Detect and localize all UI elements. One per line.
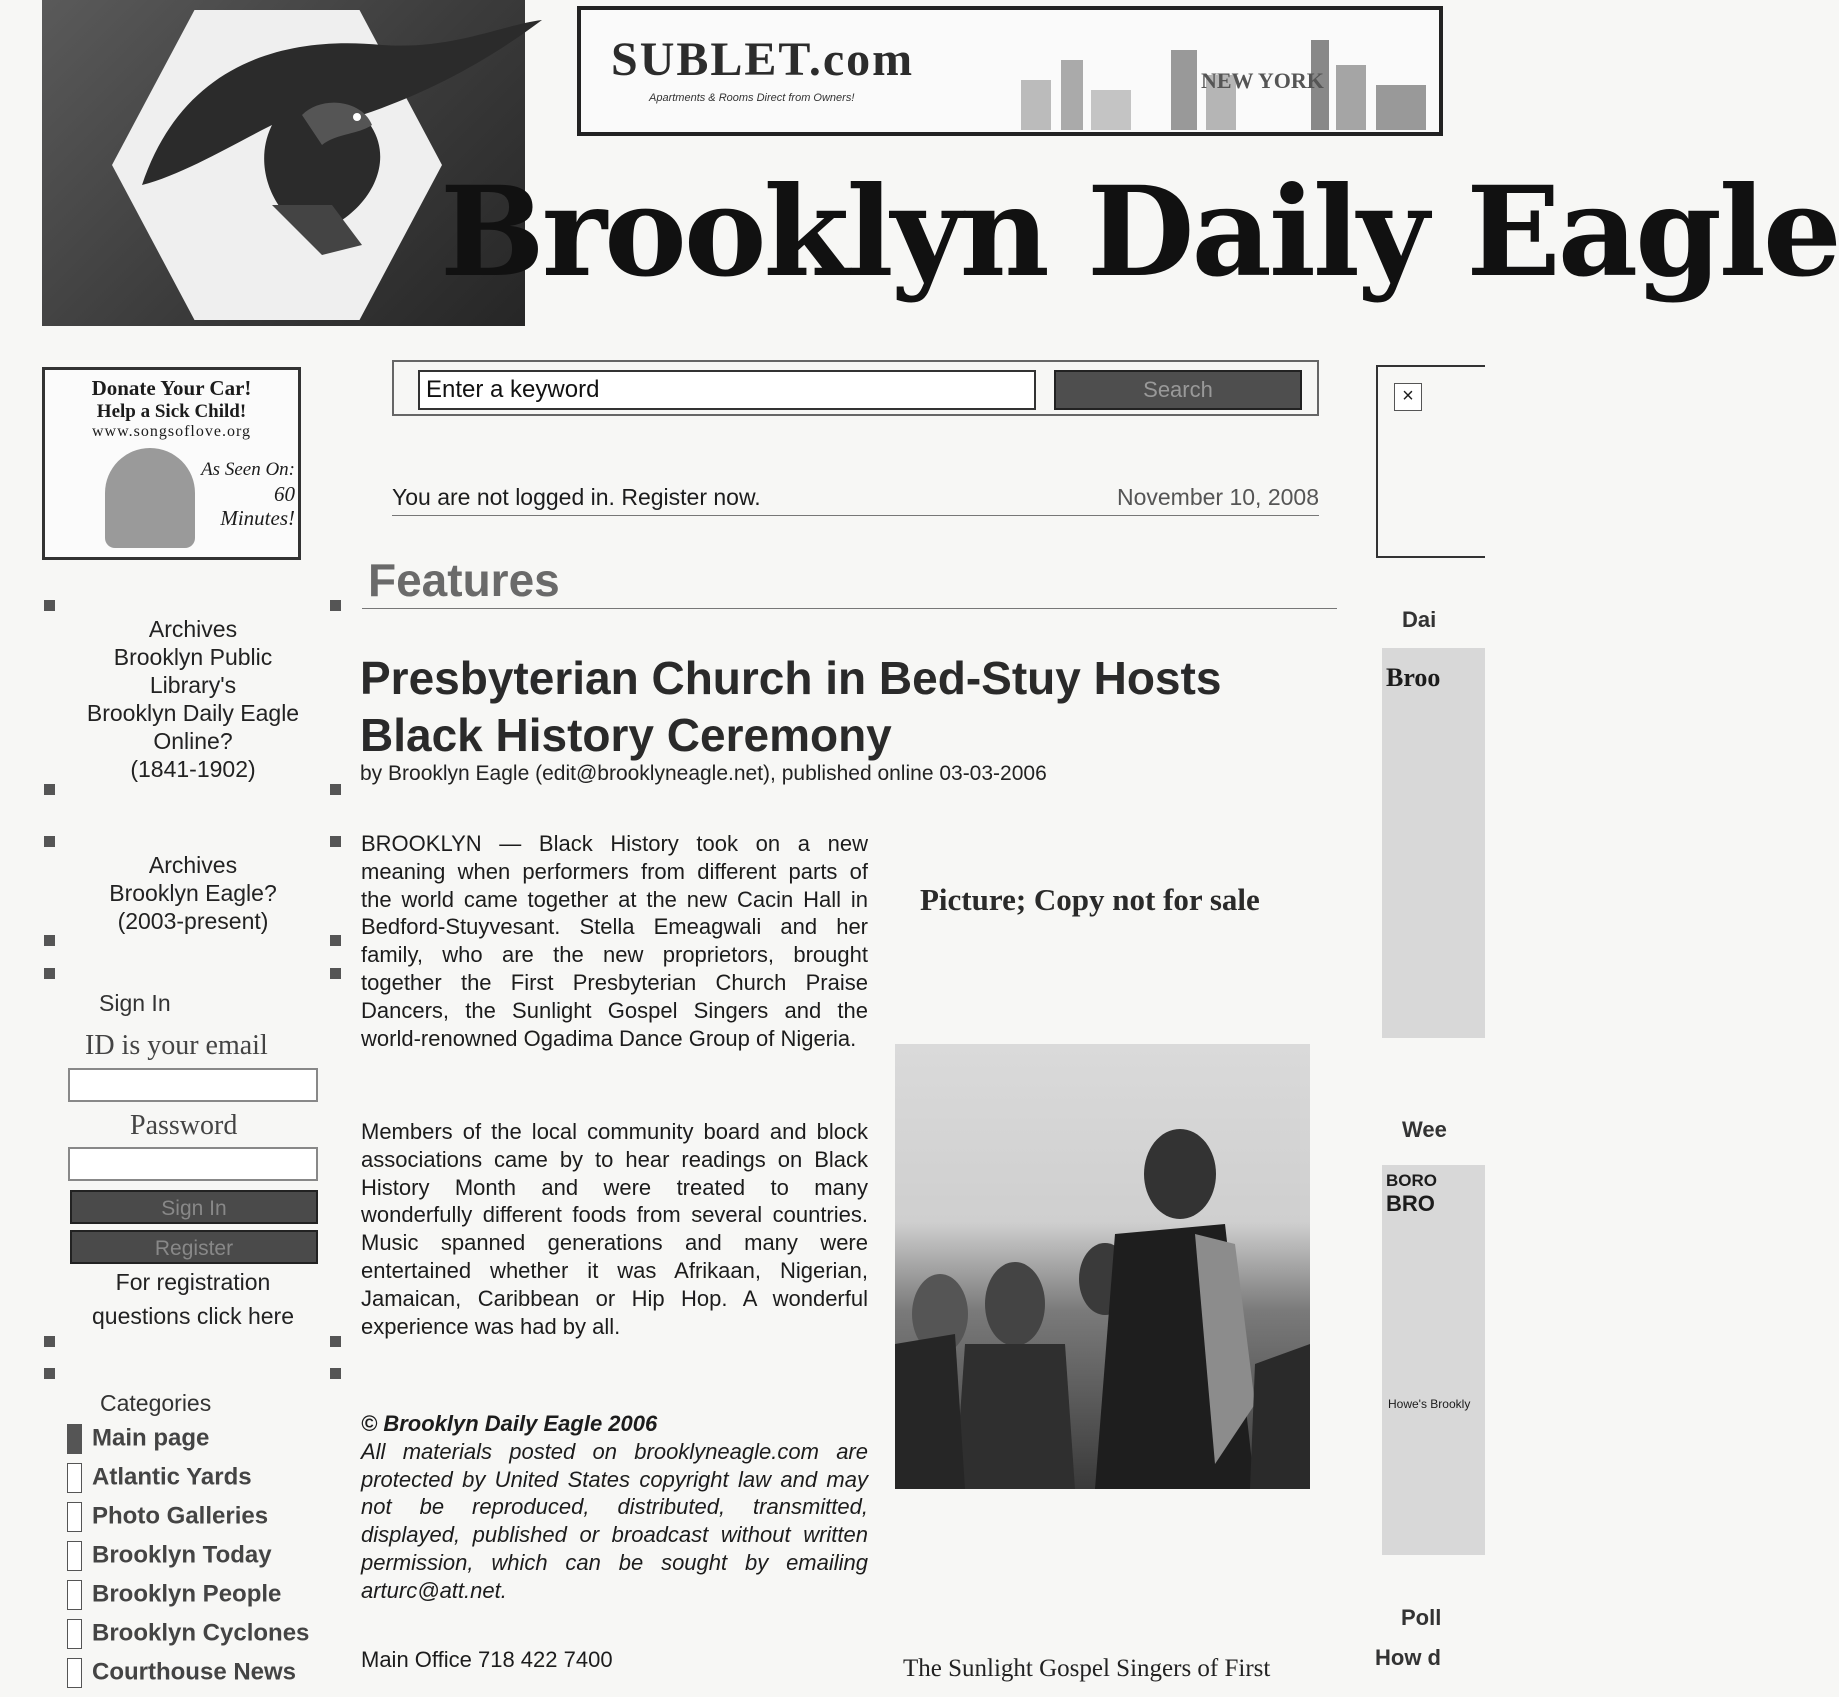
article-paragraph-2: Members of the local community board and block associations came by to hear readings on Black History Month and were treated to many wonderfully different foods from several countries. Music spanned generations and many were entertained whether it was Afrikaan, Nigerian, Jamaican, Caribbean or Hip Hop. A wonderful experience was had by all. xyxy=(361,1119,868,1339)
category-main-page[interactable]: Main page xyxy=(67,1424,309,1463)
poll-question: How d xyxy=(1375,1645,1441,1670)
donate-url: www.songsoflove.org xyxy=(92,423,251,440)
checkbox-icon xyxy=(67,1619,82,1649)
bullet-icon xyxy=(330,600,341,611)
checkbox-icon xyxy=(67,1580,82,1610)
search-button[interactable]: Search xyxy=(1054,370,1302,410)
donate-seen-on: As Seen On: 60 Minutes! xyxy=(201,459,295,530)
bullet-icon xyxy=(44,784,55,795)
sublet-tagline: Apartments & Rooms Direct from Owners! xyxy=(649,92,855,104)
right-ad-box[interactable] xyxy=(1376,365,1485,558)
register-button[interactable]: Register xyxy=(70,1230,318,1264)
sublet-logo: SUBLET.com xyxy=(611,33,915,86)
checkbox-icon xyxy=(67,1463,82,1493)
bullet-icon xyxy=(330,784,341,795)
article-byline: by Brooklyn Eagle (edit@brooklyneagle.net), published online 03-03-2006 xyxy=(360,762,1047,785)
donate-line1: Donate Your Car! xyxy=(91,376,252,400)
password-field[interactable] xyxy=(68,1147,318,1181)
right-label-weekly: Wee xyxy=(1402,1117,1447,1142)
categories-heading: Categories xyxy=(100,1390,212,1416)
current-date: November 10, 2008 xyxy=(1116,484,1319,510)
category-brooklyn-today[interactable]: Brooklyn Today xyxy=(67,1541,309,1580)
email-field[interactable] xyxy=(68,1068,318,1102)
right-label-daily: Dai xyxy=(1402,607,1437,632)
bullet-icon xyxy=(44,600,55,611)
section-title: Features xyxy=(368,554,560,606)
picture-notice: Picture; Copy not for sale xyxy=(920,882,1260,917)
categories-list xyxy=(67,1424,309,1697)
sign-in-heading: Sign In xyxy=(99,990,171,1016)
search-input[interactable] xyxy=(418,370,1036,410)
sublet-city-label: NEW YORK xyxy=(1201,68,1324,93)
bullet-icon xyxy=(44,836,55,847)
login-register-link[interactable]: You are not logged in. Register now. xyxy=(392,484,761,510)
bullet-icon xyxy=(330,935,341,946)
category-brooklyn-people[interactable]: Brooklyn People xyxy=(67,1580,309,1619)
bullet-icon xyxy=(330,968,341,979)
right-label-poll: Poll xyxy=(1401,1605,1442,1630)
bullet-icon xyxy=(330,1336,341,1347)
bullet-icon xyxy=(44,1368,55,1379)
bullet-icon xyxy=(44,935,55,946)
archives-brooklyn-public-library-link[interactable]: Archives Brooklyn Public Library's Brooklyn Daily Eagle Online? (1841-1902) xyxy=(86,616,300,782)
sublet-ad-banner[interactable] xyxy=(577,6,1443,136)
section-divider xyxy=(362,608,1337,609)
weekly-edition-thumbnail[interactable]: BORO BRO Howe's Brookly xyxy=(1382,1165,1485,1555)
bullet-icon xyxy=(44,1336,55,1347)
article-photo[interactable] xyxy=(895,1044,1310,1489)
child-photo xyxy=(105,448,195,548)
masthead-title[interactable]: Brooklyn Daily Eagle xyxy=(440,160,1839,305)
id-label: ID is your email xyxy=(85,1030,268,1061)
singers-photo-image xyxy=(895,1044,1310,1489)
category-brooklyn-cyclones[interactable]: Brooklyn Cyclones xyxy=(67,1619,309,1658)
photo-caption: The Sunlight Gospel Singers of First xyxy=(903,1655,1271,1682)
category-atlantic-yards[interactable]: Atlantic Yards xyxy=(67,1463,309,1502)
registration-help-link[interactable]: For registration questions click here xyxy=(92,1269,294,1329)
category-photo-galleries[interactable]: Photo Galleries xyxy=(67,1502,309,1541)
close-icon[interactable]: × xyxy=(1394,383,1422,411)
archives-brooklyn-eagle-link[interactable]: Archives Brooklyn Eagle? (2003-present) xyxy=(109,852,277,934)
main-office-phone: Main Office 718 422 7400 xyxy=(361,1647,613,1672)
sign-in-button[interactable]: Sign In xyxy=(70,1190,318,1224)
donate-line2: Help a Sick Child! xyxy=(96,401,247,422)
password-label: Password xyxy=(130,1110,238,1141)
checkbox-icon xyxy=(67,1502,82,1532)
bullet-icon xyxy=(330,836,341,847)
checkbox-icon xyxy=(67,1541,82,1571)
copyright-notice: © Brooklyn Daily Eagle 2006 All materials posted on brooklyneagle.com are protected by United States copyright law and may not be reproduced, distributed, transmitted, displayed, published or broadcast without written permission, which can be sought by emailing arturc@att.net. xyxy=(361,1411,868,1603)
article-headline: Presbyterian Church in Bed-Stuy Hosts Black History Ceremony xyxy=(360,652,1222,761)
bullet-icon xyxy=(330,1368,341,1379)
arrow-icon xyxy=(67,1424,82,1454)
login-status-bar xyxy=(392,482,1319,516)
daily-edition-thumbnail[interactable]: Broo xyxy=(1382,648,1485,1038)
search-bar xyxy=(392,360,1319,416)
article-paragraph-1: BROOKLYN — Black History took on a new meaning when performers from different parts of the world came together at the new Cacin Hall in Bedford-Stuyvesant. Stella Emeagwali and her family, who are the new proprietors, brought together the First Presbyterian Church Praise Dancers, the Sunlight Gospel Singers and the world-renowned Ogadima Dance Group of Nigeria. xyxy=(361,831,868,1051)
bullet-icon xyxy=(44,968,55,979)
category-courthouse-news[interactable]: Courthouse News xyxy=(67,1658,309,1697)
donate-car-ad[interactable] xyxy=(42,367,301,560)
checkbox-icon xyxy=(67,1658,82,1688)
